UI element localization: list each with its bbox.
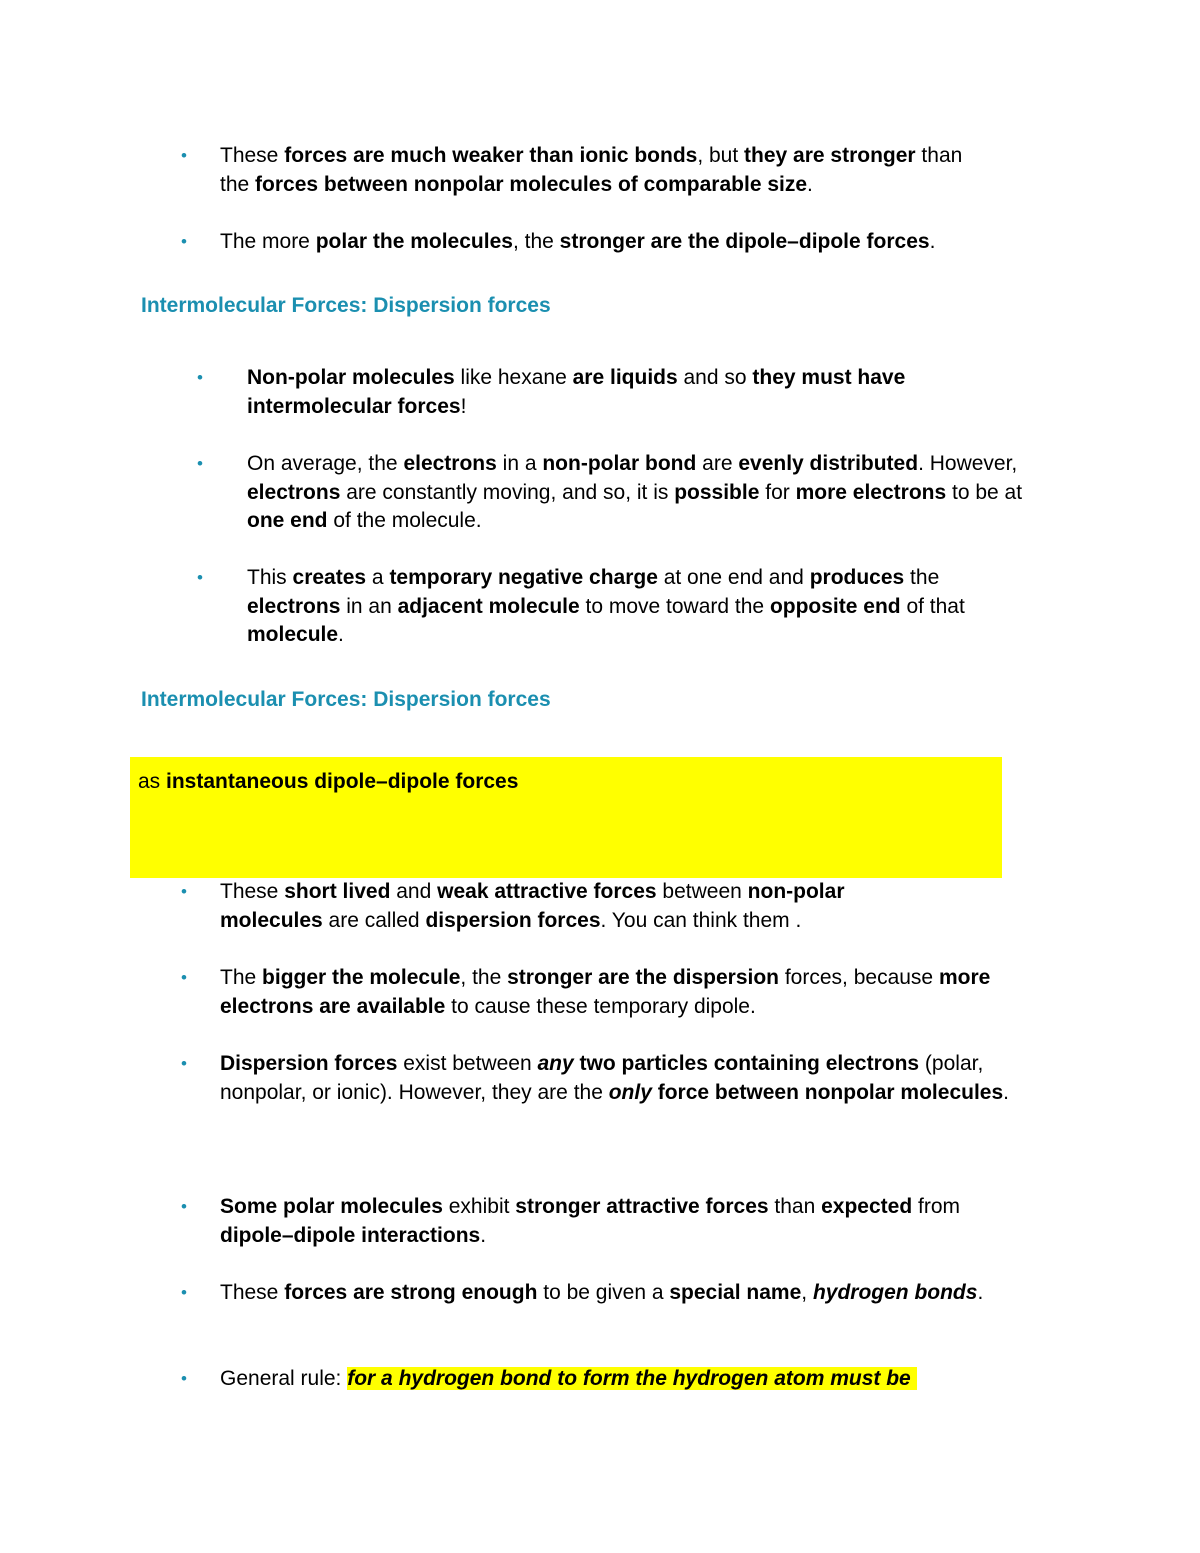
text-run: more electrons are available <box>220 966 997 1018</box>
text-run: any <box>537 1052 574 1075</box>
text-run: special name <box>669 1281 802 1304</box>
bullet-dot: • <box>181 1054 187 1073</box>
highlight-callout <box>130 757 1002 878</box>
text-run: one end <box>247 509 328 532</box>
text-run: hydrogen bonds <box>812 1281 978 1304</box>
text-run: for a hydrogen bond to form the hydrogen atom must be <box>347 1367 917 1390</box>
text-run: . <box>929 230 936 253</box>
text-run: stronger are the dipole–dipole forces <box>559 230 930 253</box>
bullet-dot: • <box>197 568 203 587</box>
bullet-item <box>181 1279 1016 1308</box>
text-run: stronger are the dispersion <box>507 966 780 989</box>
text-run: are called <box>322 908 426 932</box>
text-run: . However, <box>918 452 1024 475</box>
text-run: forces are strong enough <box>284 1281 538 1304</box>
bullet-dot: • <box>181 146 187 165</box>
text-run: forces are much weaker than ionic bonds <box>284 144 698 167</box>
text-run: and <box>390 880 438 903</box>
text-run: This <box>247 566 293 589</box>
text-run: non-polar bond <box>542 452 697 475</box>
text-run: to be given a <box>537 1281 670 1304</box>
text-run: than the <box>220 144 969 196</box>
text-run: Dispersion forces <box>220 1052 398 1075</box>
text-run: instantaneous dipole–dipole forces <box>166 770 519 793</box>
bullet-text <box>247 564 1032 650</box>
text-run: of that <box>900 594 971 618</box>
bullet-dot: • <box>197 454 203 473</box>
text-run: at one end and <box>657 566 810 589</box>
text-run: adjacent molecule <box>397 594 580 618</box>
text-run: only <box>608 1080 652 1104</box>
text-run: The more <box>220 230 316 253</box>
bullet-text <box>220 1193 1021 1250</box>
text-run: as <box>138 770 167 793</box>
text-run: possible <box>674 480 760 504</box>
text-run: . <box>338 623 344 646</box>
text-run: between <box>656 880 748 903</box>
bullet-dot: • <box>181 968 187 987</box>
text-run: expected <box>821 1195 913 1218</box>
bullet-text <box>247 364 997 421</box>
text-run: General rule: <box>220 1367 348 1390</box>
text-run: On average, the <box>247 452 404 475</box>
bullet-item <box>181 964 1041 1021</box>
bullet-dot: • <box>181 1369 187 1388</box>
bullet-text <box>220 964 1041 1021</box>
text-run: Non-polar molecules <box>247 366 455 389</box>
text-run: weak attractive forces <box>437 880 657 903</box>
text-run: , <box>801 1281 813 1304</box>
text-run: are liquids <box>572 366 678 389</box>
text-run: . <box>1003 1080 1009 1104</box>
text-run: molecule <box>247 623 339 646</box>
text-run: . You can think them . <box>600 908 802 932</box>
text-run: exist between <box>397 1052 538 1075</box>
bullet-item <box>197 450 1032 536</box>
text-run: (polar, nonpolar, or ionic). However, they are the <box>220 1052 990 1104</box>
text-run: , the <box>460 966 508 989</box>
bullet-item <box>181 228 1061 257</box>
text-run: the <box>904 566 946 589</box>
text-run: they must have intermolecular forces <box>247 366 912 418</box>
section-heading: Intermolecular Forces: Dispersion forces <box>141 688 551 711</box>
text-run: bigger the molecule <box>262 966 461 989</box>
bullet-text <box>220 1365 1041 1394</box>
callout-text <box>138 768 518 796</box>
text-run: electrons <box>403 452 497 475</box>
text-run: polar the molecules <box>315 230 513 253</box>
bullet-item <box>181 878 941 935</box>
text-run: . <box>977 1281 984 1304</box>
text-run: non-polar molecules <box>220 880 851 932</box>
text-run: to cause these temporary dipole. <box>445 994 756 1018</box>
text-run: ! <box>460 394 467 418</box>
bullet-item <box>197 564 1032 650</box>
text-run: exhibit <box>442 1195 516 1218</box>
text-run: These <box>220 1281 285 1304</box>
text-run: from <box>912 1195 966 1218</box>
bullet-item <box>197 364 997 421</box>
bullet-dot: • <box>181 1283 187 1302</box>
bullet-dot: • <box>197 368 203 387</box>
text-run: and so <box>677 366 753 389</box>
text-run: The <box>220 966 263 989</box>
bullet-dot: • <box>181 232 187 251</box>
text-run: forces, because <box>779 966 939 989</box>
bullet-dot: • <box>181 1197 187 1216</box>
text-run: in a <box>496 452 543 475</box>
text-run: forces between nonpolar molecules of comparable size <box>255 172 808 196</box>
text-run: electrons <box>247 480 341 504</box>
text-run: These <box>220 144 285 167</box>
text-run: are constantly moving, and so, it is <box>340 480 675 504</box>
text-run: to move toward the <box>579 594 770 618</box>
bullet-text <box>220 1279 1016 1308</box>
bullet-dot: • <box>181 882 187 901</box>
bullet-text <box>247 450 1032 536</box>
text-run: opposite end <box>769 594 901 618</box>
text-run: Some polar molecules <box>220 1195 443 1218</box>
text-run: stronger attractive forces <box>515 1195 769 1218</box>
text-run: are <box>696 452 739 475</box>
text-run: to be at <box>946 480 1028 504</box>
bullet-item <box>181 1365 1041 1394</box>
bullet-text <box>220 142 981 199</box>
text-run: a <box>366 566 390 589</box>
text-run: short lived <box>284 880 391 903</box>
text-run: dipole–dipole interactions <box>220 1223 481 1247</box>
bullet-item <box>181 1050 1031 1107</box>
bullet-text <box>220 878 941 935</box>
bullet-item <box>181 142 981 199</box>
text-run: they are stronger <box>744 144 916 167</box>
text-run: electrons <box>247 594 341 618</box>
text-run: two particles containing electrons <box>573 1052 920 1075</box>
text-run: in an <box>340 594 398 618</box>
text-run: force between nonpolar molecules <box>651 1080 1004 1104</box>
text-run: temporary negative charge <box>389 566 658 589</box>
text-run: produces <box>809 566 905 589</box>
text-run: dispersion forces <box>425 908 601 932</box>
text-run: creates <box>292 566 367 589</box>
text-run: of the molecule. <box>327 509 482 532</box>
text-run: . <box>807 172 813 196</box>
text-run: , the <box>512 230 560 253</box>
text-run: for <box>759 480 796 504</box>
bullet-text <box>220 1050 1031 1107</box>
text-run: evenly distributed <box>738 452 919 475</box>
text-run: , but <box>697 144 745 167</box>
text-run: . <box>480 1223 487 1247</box>
text-run: than <box>768 1195 822 1218</box>
bullet-item <box>181 1193 1021 1250</box>
text-run: These <box>220 880 285 903</box>
text-run: like hexane <box>454 366 573 389</box>
bullet-text <box>220 228 1061 257</box>
text-run: more electrons <box>795 480 947 504</box>
section-heading: Intermolecular Forces: Dispersion forces <box>141 294 551 317</box>
